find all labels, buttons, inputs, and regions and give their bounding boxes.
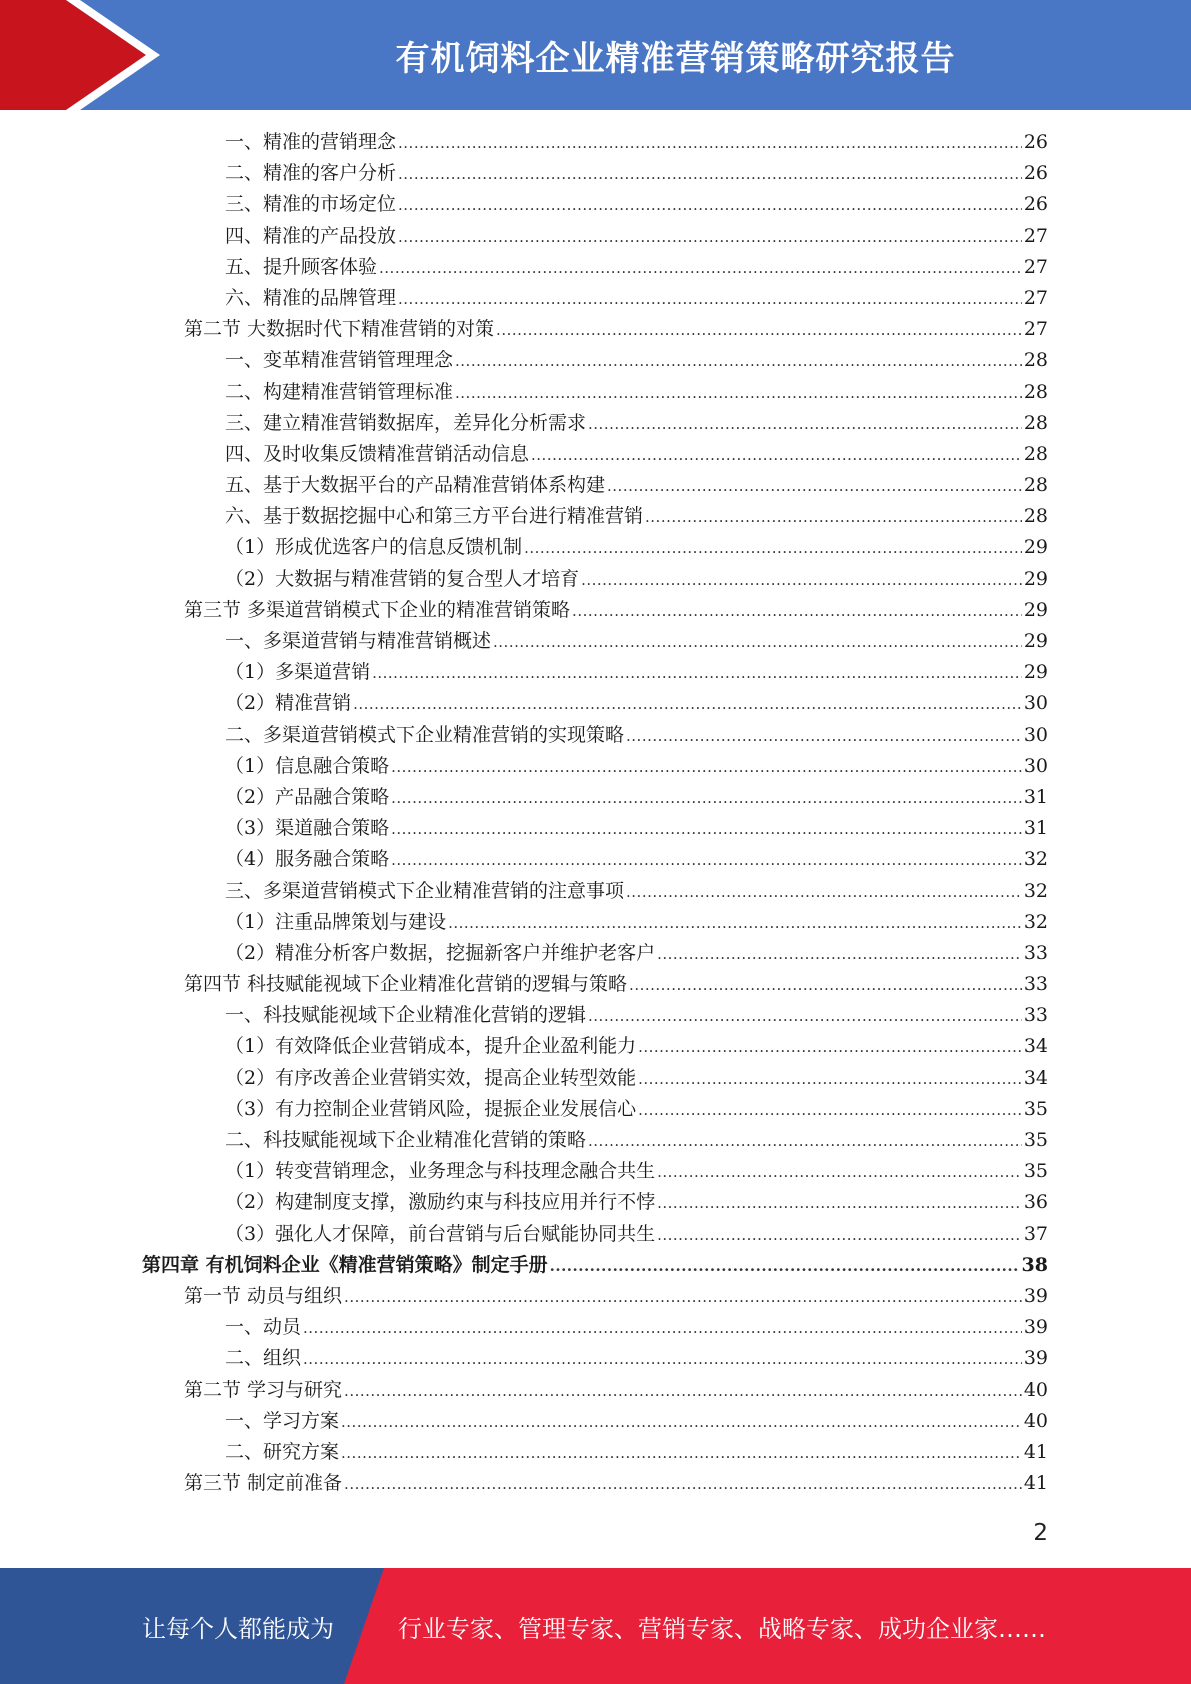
toc-entry-page: 28 <box>1023 349 1048 372</box>
toc-leader-dots <box>379 252 1022 284</box>
toc-entry-title: 四、精准的产品投放 <box>225 224 397 247</box>
toc-entry[interactable] <box>0 1406 1191 1437</box>
toc-entry-page: 30 <box>1023 692 1048 715</box>
toc-entry-page: 29 <box>1023 661 1048 684</box>
toc-leader-dots <box>493 626 1022 658</box>
toc-entry-title: 第四章 有机饲料企业《精准营销策略》制定手册 <box>142 1253 548 1276</box>
toc-entry-title: 五、提升顾客体验 <box>225 255 378 278</box>
toc-entry-title: 五、基于大数据平台的产品精准营销体系构建 <box>225 474 606 497</box>
toc-entry-page: 31 <box>1023 785 1048 808</box>
toc-entry-page: 34 <box>1023 1035 1048 1058</box>
toc-entry-page: 39 <box>1023 1284 1048 1307</box>
toc-entry-page: 40 <box>1023 1409 1048 1432</box>
toc-entry-page: 33 <box>1023 941 1048 964</box>
toc-leader-dots <box>303 1343 1022 1375</box>
toc-leader-dots <box>341 1437 1022 1469</box>
toc-leader-dots <box>398 189 1022 221</box>
toc-entry[interactable] <box>0 720 1191 751</box>
toc-leader-dots <box>398 158 1022 190</box>
toc-entry[interactable] <box>0 377 1191 408</box>
footer-slogan-left: 让每个人都能成为 <box>142 1614 334 1643</box>
toc-entry-title: （2）大数据与精准营销的复合型人才培育 <box>225 567 580 590</box>
toc-entry[interactable] <box>0 252 1191 283</box>
toc-entry-page: 28 <box>1023 505 1048 528</box>
toc-entry-page: 28 <box>1023 411 1048 434</box>
toc-entry-title: 六、精准的品牌管理 <box>225 286 397 309</box>
toc-entry[interactable] <box>0 345 1191 376</box>
toc-entry-title: 一、变革精准营销管理理念 <box>225 349 454 372</box>
toc-leader-dots <box>455 345 1022 377</box>
toc-entry[interactable] <box>0 158 1191 189</box>
toc-entry[interactable] <box>0 782 1191 813</box>
toc-leader-dots <box>341 1406 1022 1438</box>
report-title: 有机饲料企业精准营销策略研究报告 <box>395 38 956 79</box>
toc-entry-title: 第一节 动员与组织 <box>184 1284 343 1307</box>
toc-leader-dots <box>657 1156 1022 1188</box>
toc-entry-page: 30 <box>1023 723 1048 746</box>
toc-leader-dots <box>629 969 1022 1001</box>
toc-leader-dots <box>391 782 1022 814</box>
toc-entry-page: 26 <box>1023 162 1048 185</box>
toc-entry-title: 二、构建精准营销管理标准 <box>225 380 454 403</box>
toc-entry[interactable] <box>0 1375 1191 1406</box>
toc-entry-page: 29 <box>1023 567 1048 590</box>
toc-entry[interactable] <box>0 876 1191 907</box>
toc-entry[interactable] <box>0 907 1191 938</box>
toc-entry-page: 38 <box>1021 1253 1048 1276</box>
toc-entry[interactable] <box>0 1250 1191 1281</box>
toc-leader-dots <box>353 688 1022 720</box>
toc-entry-title: （2）有序改善企业营销实效，提高企业转型效能 <box>225 1066 637 1089</box>
toc-leader-dots <box>638 1063 1022 1095</box>
toc-leader-dots <box>581 564 1022 596</box>
red-chevron-shape <box>0 0 146 110</box>
toc-entry[interactable] <box>0 1187 1191 1218</box>
toc-entry-page: 35 <box>1023 1129 1048 1151</box>
toc-entry-page: 27 <box>1023 318 1048 341</box>
toc-leader-dots <box>657 1219 1022 1251</box>
toc-entry-title: （2）产品融合策略 <box>225 785 390 808</box>
toc-entry-title: （2）构建制度支撑，激励约束与科技应用并行不悖 <box>225 1191 656 1214</box>
toc-leader-dots <box>626 876 1022 908</box>
toc-entry[interactable] <box>0 1031 1191 1062</box>
toc-entry[interactable] <box>0 1156 1191 1187</box>
toc-leader-dots <box>524 532 1022 564</box>
toc-entry-title: （1）信息融合策略 <box>225 754 390 777</box>
toc-leader-dots <box>455 377 1022 409</box>
toc-leader-dots <box>638 1094 1022 1126</box>
toc-leader-dots <box>391 844 1022 876</box>
toc-leader-dots <box>391 751 1022 783</box>
toc-leader-dots <box>391 813 1022 845</box>
toc-entry-page: 28 <box>1023 442 1048 465</box>
toc-leader-dots <box>344 1468 1022 1500</box>
toc-entry[interactable] <box>0 532 1191 563</box>
toc-entry[interactable] <box>0 470 1191 501</box>
toc-entry[interactable] <box>0 595 1191 626</box>
toc-entry-page: 26 <box>1023 131 1048 153</box>
toc-entry[interactable] <box>0 564 1191 595</box>
toc-leader-dots <box>607 470 1022 502</box>
toc-entry-title: 一、动员 <box>225 1316 302 1339</box>
toc-entry-title: 二、精准的客户分析 <box>225 162 397 185</box>
page-header <box>0 0 1191 110</box>
toc-entry[interactable] <box>0 751 1191 782</box>
toc-entry-page: 32 <box>1023 848 1048 871</box>
toc-leader-dots <box>645 501 1022 533</box>
toc-entry-page: 29 <box>1023 536 1048 559</box>
toc-entry-title: 第四节 科技赋能视域下企业精准化营销的逻辑与策略 <box>184 973 628 996</box>
toc-leader-dots <box>398 283 1022 315</box>
toc-entry[interactable] <box>0 657 1191 688</box>
toc-entry[interactable] <box>0 969 1191 1000</box>
toc-entry-page: 27 <box>1023 255 1048 278</box>
toc-entry-title: （2）精准营销 <box>225 692 352 715</box>
toc-leader-dots <box>398 127 1022 159</box>
toc-entry[interactable] <box>0 314 1191 345</box>
toc-entry-page: 28 <box>1023 380 1048 403</box>
toc-leader-dots <box>496 314 1022 346</box>
toc-leader-dots <box>398 221 1022 253</box>
toc-entry-title: （2）精准分析客户数据，挖掘新客户并维护老客户 <box>225 941 656 964</box>
toc-entry-page: 41 <box>1023 1472 1048 1495</box>
toc-entry-title: 四、及时收集反馈精准营销活动信息 <box>225 442 530 465</box>
toc-entry-page: 36 <box>1023 1191 1048 1214</box>
toc-entry[interactable] <box>0 1437 1191 1468</box>
toc-entry[interactable] <box>0 813 1191 844</box>
toc-entry[interactable] <box>0 1000 1191 1031</box>
toc-entry-title: 三、建立精准营销数据库，差异化分析需求 <box>225 411 587 434</box>
toc-entry-page: 33 <box>1023 1004 1048 1027</box>
toc-leader-dots <box>372 657 1022 689</box>
toc-entry-title: 一、科技赋能视域下企业精准化营销的逻辑 <box>225 1004 587 1027</box>
toc-leader-dots <box>638 1031 1022 1063</box>
toc-entry[interactable] <box>0 1125 1191 1156</box>
toc-leader-dots <box>626 720 1022 752</box>
toc-entry[interactable] <box>0 626 1191 657</box>
toc-leader-dots <box>588 408 1022 440</box>
toc-leader-dots <box>657 938 1022 970</box>
toc-entry-page: 26 <box>1023 193 1048 216</box>
toc-entry-page: 30 <box>1023 754 1048 777</box>
toc-entry-title: 第三节 多渠道营销模式下企业的精准营销策略 <box>184 598 571 621</box>
toc-leader-dots <box>572 595 1022 627</box>
toc-entry[interactable] <box>0 189 1191 220</box>
toc-entry[interactable] <box>0 1219 1191 1250</box>
page-footer <box>0 1568 1191 1684</box>
toc-entry[interactable] <box>0 408 1191 439</box>
toc-entry[interactable] <box>0 439 1191 470</box>
toc-entry-page: 27 <box>1023 286 1048 309</box>
toc-leader-dots <box>588 1125 1022 1157</box>
toc-leader-dots <box>344 1375 1022 1407</box>
table-of-contents <box>0 127 1191 1499</box>
toc-entry-page: 41 <box>1023 1440 1048 1463</box>
toc-leader-dots <box>550 1250 1020 1282</box>
toc-entry-title: 三、多渠道营销模式下企业精准营销的注意事项 <box>225 879 625 902</box>
toc-entry-title: （1）多渠道营销 <box>225 661 371 684</box>
toc-entry[interactable] <box>0 938 1191 969</box>
toc-entry-title: 一、学习方案 <box>225 1409 340 1432</box>
toc-entry-title: 二、科技赋能视域下企业精准化营销的策略 <box>225 1129 587 1151</box>
toc-entry[interactable] <box>0 283 1191 314</box>
toc-leader-dots <box>344 1281 1022 1313</box>
toc-entry-page: 40 <box>1023 1378 1048 1401</box>
toc-entry-page: 32 <box>1023 910 1048 933</box>
toc-entry-title: （1）转变营销理念，业务理念与科技理念融合共生 <box>225 1160 656 1183</box>
toc-entry[interactable] <box>0 844 1191 875</box>
toc-entry-page: 39 <box>1023 1347 1048 1370</box>
toc-entry-page: 33 <box>1023 973 1048 996</box>
toc-entry-title: 第三节 制定前准备 <box>184 1472 343 1495</box>
toc-entry-title: 三、精准的市场定位 <box>225 193 397 216</box>
toc-entry-page: 37 <box>1023 1222 1048 1245</box>
toc-entry-title: （3）渠道融合策略 <box>225 817 390 840</box>
toc-entry[interactable] <box>0 127 1191 158</box>
toc-entry[interactable] <box>0 1281 1191 1312</box>
toc-entry[interactable] <box>0 1063 1191 1094</box>
toc-entry-page: 28 <box>1023 474 1048 497</box>
toc-entry-page: 35 <box>1023 1097 1048 1120</box>
toc-entry-title: （1）形成优选客户的信息反馈机制 <box>225 536 523 559</box>
toc-entry[interactable] <box>0 221 1191 252</box>
toc-leader-dots <box>448 907 1022 939</box>
page-number: 2 <box>1033 1520 1048 1546</box>
toc-leader-dots <box>588 1000 1022 1032</box>
toc-leader-dots <box>303 1312 1022 1344</box>
toc-entry-title: 六、基于数据挖掘中心和第三方平台进行精准营销 <box>225 505 644 528</box>
toc-entry-title: 一、多渠道营销与精准营销概述 <box>225 630 492 652</box>
toc-entry-title: （1）注重品牌策划与建设 <box>225 910 447 933</box>
toc-entry[interactable] <box>0 1094 1191 1125</box>
toc-leader-dots <box>531 439 1022 471</box>
toc-entry-title: 二、研究方案 <box>225 1440 340 1463</box>
toc-entry-page: 31 <box>1023 817 1048 840</box>
toc-entry-page: 29 <box>1023 630 1048 652</box>
toc-entry-title: （3）有力控制企业营销风险，提振企业发展信心 <box>225 1097 637 1120</box>
toc-entry-page: 34 <box>1023 1066 1048 1089</box>
toc-entry-title: （1）有效降低企业营销成本，提升企业盈利能力 <box>225 1035 637 1058</box>
toc-entry-title: 二、多渠道营销模式下企业精准营销的实现策略 <box>225 723 625 746</box>
toc-entry[interactable] <box>0 501 1191 532</box>
toc-entry-page: 32 <box>1023 879 1048 902</box>
toc-entry-title: （4）服务融合策略 <box>225 848 390 871</box>
toc-entry[interactable] <box>0 688 1191 719</box>
footer-slogan-right: 行业专家、管理专家、营销专家、战略专家、成功企业家…… <box>398 1614 1046 1643</box>
toc-entry-page: 29 <box>1023 598 1048 621</box>
toc-entry-title: 一、精准的营销理念 <box>225 131 397 153</box>
toc-entry-title: （3）强化人才保障，前台营销与后台赋能协同共生 <box>225 1222 656 1245</box>
toc-entry[interactable] <box>0 1343 1191 1374</box>
toc-entry[interactable] <box>0 1312 1191 1343</box>
toc-entry-page: 27 <box>1023 224 1048 247</box>
toc-entry[interactable] <box>0 1468 1191 1499</box>
toc-leader-dots <box>657 1187 1022 1219</box>
toc-entry-title: 第二节 大数据时代下精准营销的对策 <box>184 318 495 341</box>
toc-entry-title: 第二节 学习与研究 <box>184 1378 343 1401</box>
toc-entry-page: 39 <box>1023 1316 1048 1339</box>
toc-entry-page: 35 <box>1023 1160 1048 1183</box>
toc-entry-title: 二、组织 <box>225 1347 302 1370</box>
